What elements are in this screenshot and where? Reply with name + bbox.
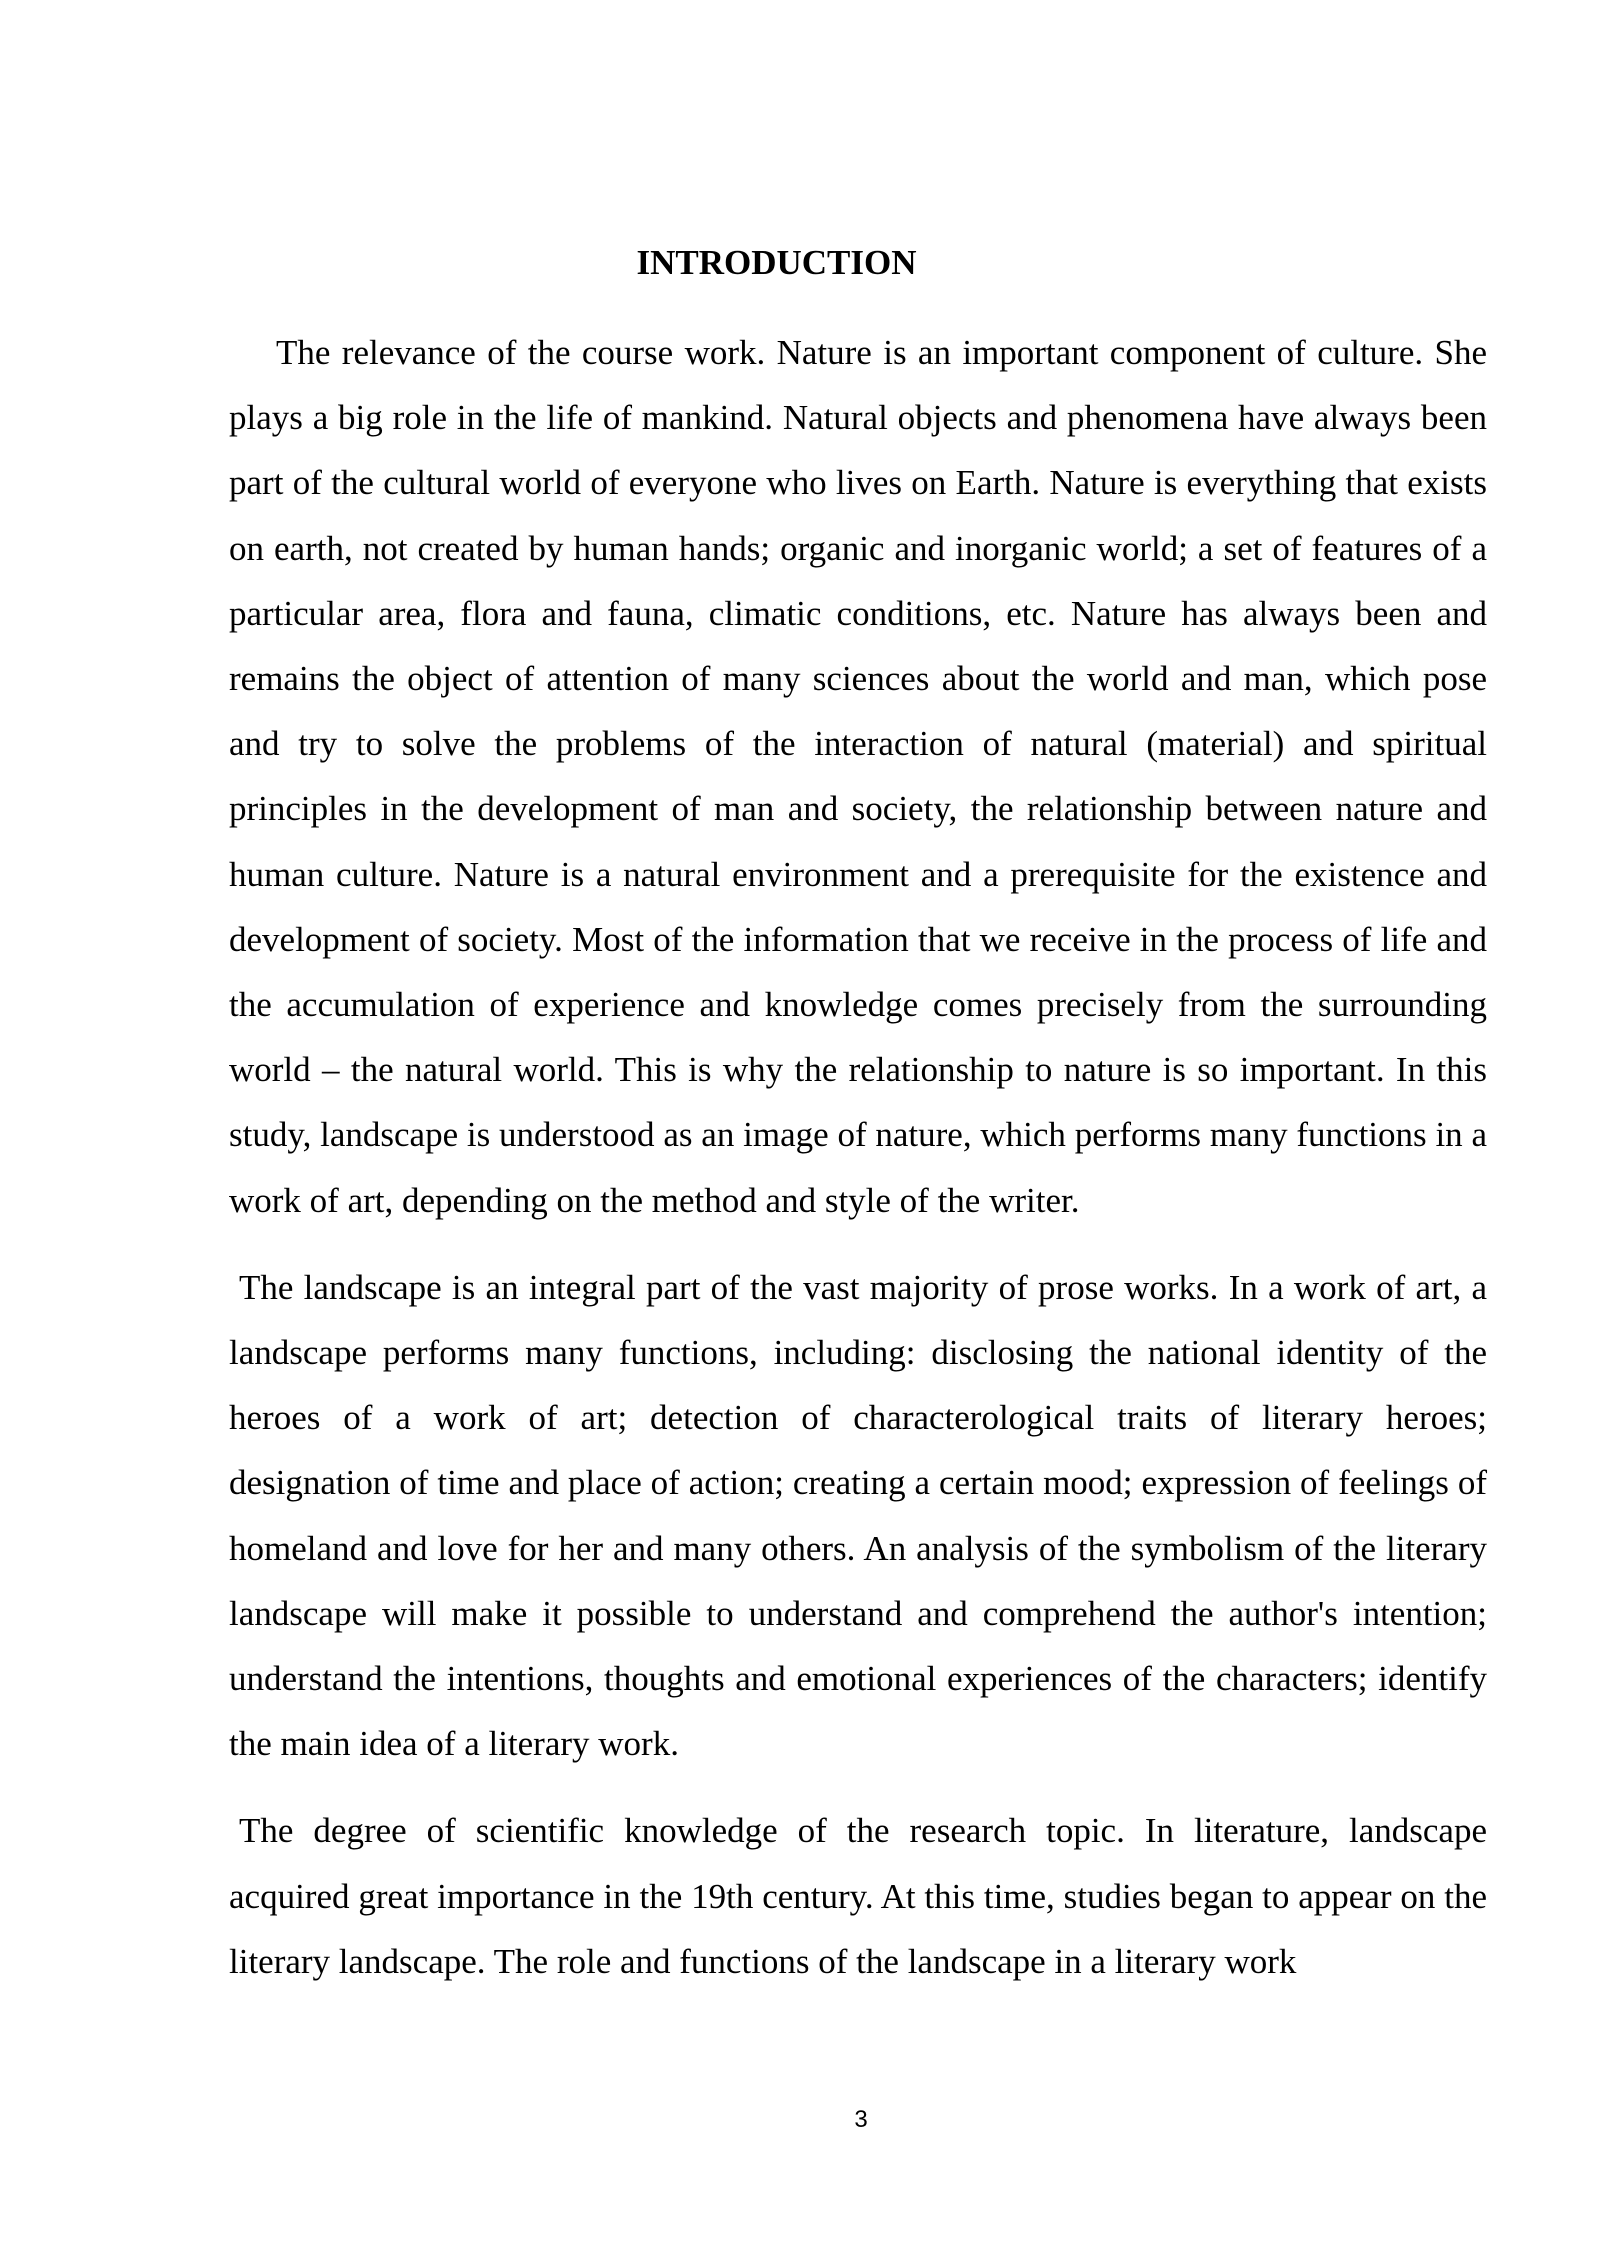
paragraph-relevance: The relevance of the course work. Nature is an important component of culture. She plays a big role in the life of mankind. Natural objects and phenomena have always been part of the cultural world of everyone who lives on Earth. Nature is everything that exists on earth, not created by human hands; organic and inorganic world; a set of features of a particular area, flora and fauna, climatic conditions, etc. Nature has always been and remains the object of attention of many sciences about the world and man, which pose and try to solve the problems of the interaction of natural (material) and spiritual principles in the development of man and society, the relationship between nature and human culture. Nature is a natural environment and a prerequisite for the existence and development of society. Most of the information that we receive in the process of life and the accumulation of experience and knowledge comes precisely from the surrounding world – the natural world. This is why the relationship to nature is so important. In this study, landscape is understood as an image of nature, which performs many functions in a work of art, depending on the method and style of the writer. — [229, 333, 1487, 1220]
body-text — [229, 320, 1487, 2016]
paragraph-scientific-knowledge: The degree of scientific knowledge of the research topic. In literature, landscape acquired great importance in the 19th century. At this time, studies began to appear on the literary landscape. The role and functions of the landscape in a literary work — [229, 1811, 1487, 1981]
section-heading: INTRODUCTION — [636, 243, 917, 282]
paragraph-landscape-functions: The landscape is an integral part of the vast majority of prose works. In a work of art, a landscape performs many functions, including: disclosing the national identity of the heroes of a work of art; detection of characterological traits of literary heroes; designation of time and place of action; creating a certain mood; expression of feelings of homeland and love for her and many others. An analysis of the symbolism of the literary landscape will make it possible to understand and comprehend the author's intention; understand the intentions, thoughts and emotional experiences of the characters; identify the main idea of a literary work. — [229, 1267, 1487, 1764]
page-number: 3 — [854, 2106, 868, 2133]
